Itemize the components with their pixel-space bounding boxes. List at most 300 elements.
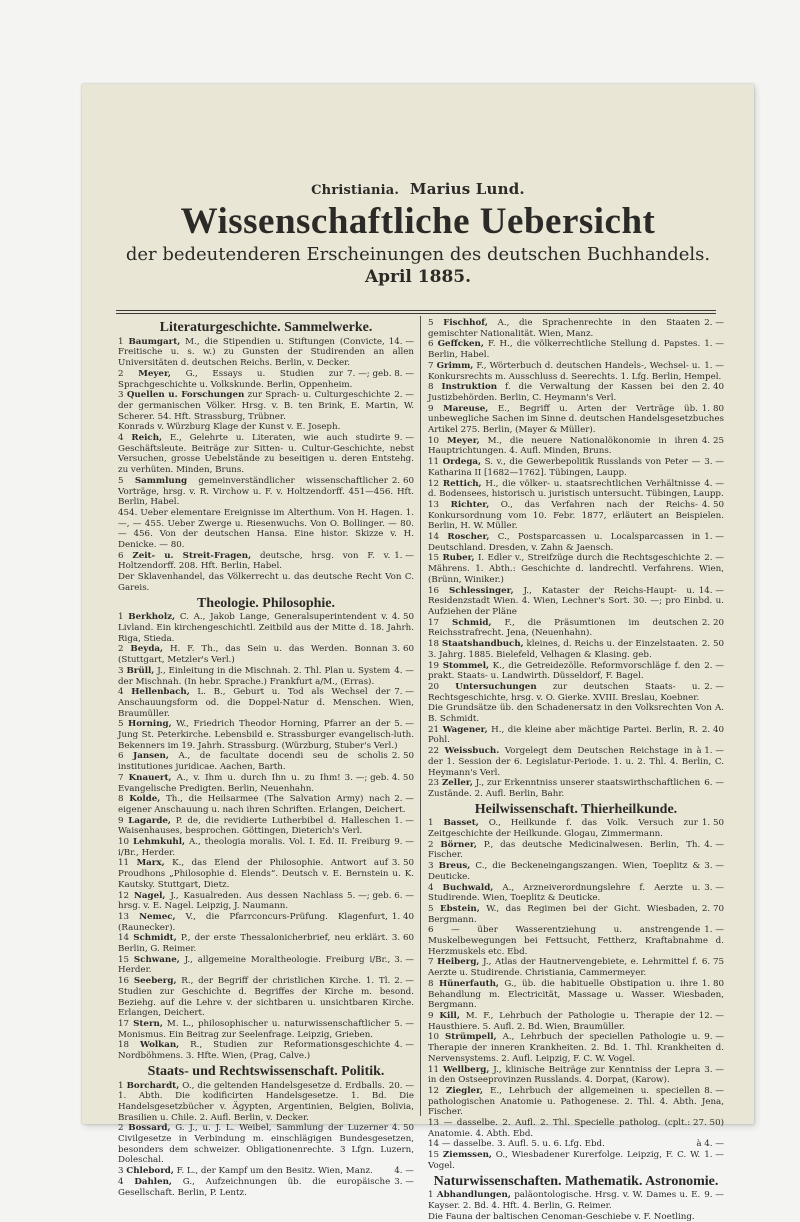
entry-price: 3. 60: [391, 933, 414, 944]
entry-text: kleines, d. Reichs u. der Einzelstaaten. 3. Jahrg. 1885. Bielefeld, Velhagen & Klasing. geb.: [428, 639, 698, 660]
entry-number: 19: [428, 660, 440, 671]
catalogue-entry: [118, 794, 414, 815]
entry-author: Rettich,: [442, 478, 482, 489]
entry-author: Brüll,: [126, 665, 155, 676]
section-title: Heilwissenschaft. Thierheilkunde.: [474, 801, 678, 817]
entry-text: zur Sprach- u. Culturgeschichte der germanischen Völker. Hrsg. v. B. ten Brink, E. Martin, W. Scherer. 54. Hft. Strassburg, Trübner.: [118, 390, 414, 422]
catalogue-entry: [118, 976, 414, 1019]
entry-price: 9. —: [394, 433, 414, 444]
entry-number: 18: [118, 1040, 130, 1051]
entry-text: J., Einleitung in die Mischnah. 2. Thl. Plan u. System der Mischnah. (In hebr. Sprache.) Frankfurt a/M., (Erras).: [118, 665, 391, 687]
entry-text: C. A., Jakob Lange, Generalsuperintendent v. Livland. Ein kirchengeschichtl. Zeitbild aus der Mitte d. 18. Jahrh. Riga, Stieda.: [118, 612, 414, 644]
catalogue-entry: [118, 476, 414, 508]
entry-text: C., die Beckeneingangszangen. Wien, Toeplitz & Deuticke.: [428, 861, 701, 882]
entry-text: f. die Verwaltung der Kassen bei den Justizbehörden. Berlin, C. Heymann's Verl.: [428, 382, 698, 403]
catalogue-entry: [118, 390, 414, 422]
catalogue-entry: [428, 639, 724, 660]
entry-price: à 1. —: [696, 746, 724, 757]
entry-number: 13: [428, 499, 440, 510]
entry-author: Ordega,: [442, 457, 482, 468]
entry-text: G., Aufzeichnungen üb. die europäische Gesellschaft. Berlin, P. Lentz.: [118, 1176, 391, 1198]
entry-price: 2. 40: [701, 724, 724, 735]
entry-text: A., die Sprachenrechte in den Staaten gemischter Nationalität. Wien, Manz.: [428, 318, 701, 339]
catalogue-entry: [428, 1086, 724, 1118]
entry-author: Lagarde,: [128, 815, 171, 826]
entry-number: 9: [118, 815, 124, 826]
entry-text: P., das deutsche Medicinalwesen. Berlin, Th. Fischer.: [428, 839, 701, 861]
entry-price: 1. —: [704, 925, 724, 936]
entry-text: gemeinverständlicher wissenschaftlicher Vorträge, hrsg. v. R. Virchow u. F. v. Holtzendorff. 451—456. Hft. Berlin, Habel.: [118, 475, 414, 508]
entry-price: 3. —: [394, 954, 414, 965]
entry-price: 4. 50: [701, 499, 724, 510]
catalogue-entry: [118, 687, 414, 719]
entry-number: 10: [428, 435, 440, 446]
entry-author: Marx,: [136, 858, 165, 869]
entry-text: P. de, die revidierte Lutherbibel d. Halleschen Waisenhauses, besprochen. Göttingen, Dieterich's Verl.: [118, 815, 391, 837]
catalogue-entry: [118, 1040, 414, 1061]
entry-author: Borchardt,: [126, 1080, 180, 1091]
entry-author: Ebstein,: [440, 903, 480, 914]
entry-text: M., die Stipendien u. Stiftungen (Convicte, Freitische u. s. w.) zu Gunsten der Studirenden an allen Universitäten d. deutschen Reichs. Berlin, v. Decker.: [118, 336, 414, 369]
page-header: [82, 180, 754, 287]
entry-number: 5: [428, 903, 434, 914]
entry-author: Buchwald,: [442, 882, 494, 893]
catalogue-entry: [428, 1011, 724, 1032]
catalogue-entry: [428, 904, 724, 925]
catalogue-entry: [118, 666, 414, 687]
entry-text: I. Edler v., Streifzüge durch die Rechtsgeschichte Mährens. 1. Abth.: Geschichte d. landrechtl. Verfahrens. Wien, (Brünn, Winiker.): [428, 553, 724, 585]
catalogue-entry: [118, 572, 414, 593]
page-subtitle: der bedeutenderen Erscheinungen des deutschen Buchhandels.: [125, 244, 711, 265]
left-column: [118, 318, 414, 1198]
entry-text: A., de facultate docendi seu de scholis institutiones juridicae. Aachen, Barth.: [118, 751, 388, 773]
entry-price: 2. 20: [701, 617, 724, 628]
entry-text: G., Essays u. Studien zur Sprachgeschichte u. Volkskunde. Berlin, Oppenheim.: [118, 368, 353, 390]
entry-price: 1. —: [704, 360, 724, 371]
entry-price: 6. —: [704, 778, 724, 789]
catalogue-entry: [118, 719, 414, 751]
entry-text: Die Grundsätze üb. den Schadenersatz in den Volksrechten Von A. B. Schmidt.: [428, 703, 724, 725]
entry-author: Knauert,: [128, 772, 172, 783]
entry-price: 1. 40: [391, 911, 414, 922]
entry-author: Basset,: [443, 818, 479, 829]
catalogue-entry: [428, 883, 724, 904]
catalogue-entry: [428, 840, 724, 861]
entry-text: 454. Ueber elementare Ereignisse im Alterthum. Von H. Hagen. 1. —, — 455. Ueber Zwerge u. Riesenwuchs. Von O. Bollinger. — 80. — 456. Von der deutschen Hansa. Eine histor. Skizze v. H. Denicke. — 80.: [118, 507, 414, 551]
catalogue-entry: [118, 422, 414, 433]
entry-text: W., Friedrich Theodor Horning, Pfarrer an der Jung St. Peterkirche. Lebensbild e. Strassburger evangelisch-luth. Bekenners im 19. Jahrh. Strassburg. (Würzburg, Stuber's Verl.): [118, 719, 414, 751]
entry-text: J., zur Erkenntniss unserer staatswirthschaftlichen Zustände. 2. Aufl. Berlin, Bahr.: [428, 778, 701, 799]
entry-author: Quellen u. Forschungen: [126, 390, 245, 401]
entry-author: Untersuchungen: [455, 681, 537, 692]
catalogue-entry: [428, 979, 724, 1011]
catalogue-entry: [118, 891, 414, 912]
entry-price: 3. —: [704, 1064, 724, 1075]
entry-price: 3. —: [704, 882, 724, 893]
entry-price: 7. —; geb. 8. —: [347, 368, 414, 379]
header-rule-top: [116, 310, 716, 311]
entry-author: Instruktion: [441, 382, 498, 393]
entry-price: 4. 50: [391, 612, 414, 623]
catalogue-entry: [428, 457, 724, 478]
entry-price: 9. —: [704, 1190, 724, 1201]
catalogue-page: [82, 84, 754, 1222]
entry-number: 15: [428, 553, 440, 564]
entry-number: 11: [428, 1064, 440, 1075]
catalogue-entry: [118, 773, 414, 794]
entry-price: 2. —: [704, 553, 724, 564]
entry-text: M. L., philosophischer u. naturwissenschaftlicher Monismus. Ein Beitrag zur Seelenfrage. Leipzig, Grieben.: [118, 1019, 391, 1040]
catalogue-entry: [428, 1212, 724, 1222]
catalogue-entry: [118, 337, 414, 369]
entry-text: zur deutschen Staats- u. Rechtsgeschichte, hrsg. v. O. Gierke. XVIII. Breslau, Koebner.: [428, 681, 701, 703]
entry-price: 3. —: [394, 1176, 414, 1187]
entry-text: G. J., u. J. L. Weibel, Sammlung der Luzerner Civilgesetze in Verbindung m. einschlägigen Bundesgesetzen, besonders dem schweizer. Obligationenrechte. 3 Lfgn. Luzern, Doleschal.: [118, 1123, 414, 1166]
entry-text: A., theologia moralis. Vol. I. Ed. II. Freiburg i/Br., Herder.: [118, 837, 391, 858]
entry-author: Börner,: [440, 839, 477, 850]
entry-text: M., die neuere Nationalökonomie in ihren Hauptrichtungen. 4. Aufl. Minden, Bruns.: [428, 435, 698, 457]
entry-price: 3. —: [704, 457, 724, 468]
entry-price: 3. —: [704, 861, 724, 872]
entry-author: Stommel,: [442, 660, 490, 671]
catalogue-entry: [428, 925, 724, 957]
catalogue-entry: [118, 837, 414, 858]
entry-price: 7. —: [394, 687, 414, 698]
entry-price: 1. —: [704, 339, 724, 350]
entry-text: O., Wiesbadener Kurerfolge. Leipzig, F. C. W. Vogel.: [428, 1150, 701, 1171]
entry-price: 1. —: [704, 1150, 724, 1161]
entry-number: 6: [118, 751, 124, 762]
section-title: Naturwissenschaften. Mathematik. Astronomie.: [433, 1173, 719, 1189]
entry-price: 14. —: [698, 585, 724, 596]
catalogue-entry: [428, 1032, 724, 1064]
entry-number: 3: [118, 1166, 124, 1177]
entry-author: Kolde,: [129, 794, 161, 805]
entry-price: 1. 50: [701, 818, 724, 829]
entry-number: 20: [428, 681, 440, 692]
entry-text: — dasselbe. 3. Aufl. 5. u. 6. Lfg. Ebd.: [441, 1139, 605, 1150]
entry-number: 3: [118, 665, 124, 676]
entry-price: 4. —: [704, 478, 724, 489]
entry-price: 4. 25: [701, 435, 724, 446]
entry-number: 8: [118, 794, 124, 805]
entry-text: R., der Begriff der christlichen Kirche. 1. Tl. Studien zur Geschichte d. Begriffes der Kirche m. besond. Beziehg. auf die Lehre v. der sichtbaren u. unsichtbaren Kirche. Erlangen, Deichert.: [118, 976, 414, 1019]
entry-author: Weissbuch.: [444, 746, 500, 757]
entry-text: R., Studien zur Reformationsgeschichte Nordböhmens. 3. Hfte. Wien, (Prag, Calve.): [118, 1040, 391, 1062]
catalogue-entry: [118, 551, 414, 572]
entry-author: Stern,: [133, 1019, 163, 1029]
page-title: Wissenschaftliche Uebersicht: [180, 201, 656, 242]
entry-author: Horning,: [128, 719, 172, 730]
entry-number: 12: [428, 478, 440, 489]
catalogue-entry: [118, 816, 414, 837]
entry-price: 9. —: [394, 837, 414, 848]
entry-author: Grimm,: [436, 360, 474, 371]
entry-text: W., das Regimen bei der Gicht. Wiesbaden, Bergmann.: [428, 903, 698, 925]
catalogue-entry: [118, 1019, 414, 1040]
entry-text: K., die Getreidezölle. Reformvorschläge f. den prakt. Staats- u. Landwirth. Düsseldorf, F. Bagel.: [428, 660, 701, 682]
entry-author: Schwane,: [133, 954, 180, 965]
entry-author: Bossard,: [128, 1123, 171, 1134]
entry-number: 22: [428, 746, 440, 757]
entry-price: 5. —: [394, 1019, 414, 1029]
entry-text: paläontologische. Hrsg. v. W. Dames u. E. Kayser. 2. Bd. 4. Hft. 4. Berlin, G. Reimer.: [428, 1190, 701, 1211]
entry-author: Meyer,: [446, 435, 480, 446]
entry-number: 14: [428, 1139, 440, 1150]
catalogue-entry: [428, 586, 724, 618]
catalogue-entry: [118, 433, 414, 476]
entry-number: 1: [118, 336, 124, 347]
entry-text: J., klinische Beiträge zur Kenntniss der Lepra in den Ostseeprovinzen Russlands. 4. Dorpat, (Karow).: [428, 1064, 701, 1086]
catalogue-entry: [428, 1065, 724, 1086]
entry-text: C., Postsparcassen u. Localsparcassen in Deutschland. Dresden, v. Zahn & Jaensch.: [428, 532, 701, 553]
entry-number: 23: [428, 778, 440, 789]
entry-number: 11: [118, 858, 130, 869]
catalogue-entry: [428, 746, 724, 778]
entry-text: Die Fauna der baltischen Cenoman-Geschiebe v. F. Noetling.: [428, 1211, 695, 1222]
entry-price: 2. —: [704, 681, 724, 692]
catalogue-entry: [428, 682, 724, 703]
entry-text: S. v., die Gewerbepolitik Russlands von Peter — Katharina II [1682—1762]. Tübingen, Laupp.: [428, 457, 701, 478]
catalogue-entry: [428, 957, 724, 978]
catalogue-entry: [428, 382, 724, 403]
catalogue-entry: [428, 1118, 724, 1139]
entry-text: G., üb. die habituelle Obstipation u. ihre Behandlung m. Electricität, Massage u. Wasser. Wiesbaden, Bergmann.: [428, 978, 724, 1011]
entry-author: Fischhof,: [443, 318, 488, 328]
entry-price: 1. —: [394, 550, 414, 561]
entry-author: Schmid,: [452, 617, 492, 628]
catalogue-entry: [428, 861, 724, 882]
entry-text: V., die Pfarrconcurs-Prüfung. Klagenfurt, (Raunecker).: [118, 911, 388, 933]
catalogue-entry: [118, 369, 414, 390]
entry-number: 10: [428, 1032, 440, 1043]
catalogue-entry: [118, 751, 414, 772]
section-title: Staats- und Rechtswissenschaft. Politik.: [147, 1063, 385, 1079]
entry-price: 20. —: [388, 1080, 414, 1091]
right-column: [428, 318, 724, 1222]
entry-price: (cplt.: 27. 50): [664, 1118, 724, 1129]
entry-text: M. F., Lehrbuch der Pathologie u. Therapie der Hausthiere. 5. Aufl. 2. Bd. Wien, Braumüller.: [428, 1011, 695, 1032]
header-rule-bottom: [116, 313, 716, 314]
entry-text: J., Kataster der Reichs-Haupt- u. Residenzstadt Wien. 4. Wien, Lechner's Sort. 30. —; pro Einbd. u. Aufziehen der Pläne: [428, 585, 724, 617]
entry-price: 2. 60: [391, 475, 414, 486]
entry-author: Roscher,: [447, 532, 490, 543]
entry-text: O., Heilkunde f. das Volk. Versuch zur Zeitgeschichte der Heilkunde. Glogau, Zimmermann.: [428, 818, 698, 840]
entry-number: 12: [118, 890, 130, 901]
catalogue-entry: [428, 703, 724, 724]
entry-number: 4: [118, 1176, 124, 1187]
section-title: Theologie. Philosophie.: [196, 595, 336, 611]
entry-author: Jansen,: [133, 751, 169, 762]
catalogue-entry: [118, 1166, 414, 1177]
entry-text: E., Gelehrte u. Literaten, wie auch studirte Geschäftsleute. Beiträge zur Sitten- u. Cultur-Geschichte, nebst Versuchen, grosse Uebelstände zu beseitigen u. deren Entstehg. zu verhüten. Minden, Bruns.: [118, 433, 414, 476]
entry-author: Wellberg,: [442, 1064, 490, 1075]
issue-date: April 1885.: [364, 267, 472, 287]
entry-number: 6: [118, 550, 124, 561]
catalogue-entry: [118, 912, 414, 933]
entry-author: Schmidt,: [133, 933, 177, 944]
entry-price: 12. —: [698, 1011, 724, 1021]
catalogue-entry: [428, 532, 724, 553]
entry-number: 17: [428, 617, 440, 628]
catalogue-entry: [428, 318, 724, 339]
catalogue-entry: [118, 858, 414, 890]
entry-author: Zeit- u. Streit-Fragen,: [132, 550, 252, 561]
catalogue-entry: [118, 1081, 414, 1124]
catalogue-entry: [118, 933, 414, 954]
entry-author: Nemec,: [139, 911, 176, 922]
entry-text: H. F. Th., das Sein u. das Werden. Bonnan (Stuttgart, Metzler's Verl.): [118, 644, 388, 666]
entry-author: Strümpell,: [445, 1032, 497, 1043]
entry-price: 1. 80: [701, 978, 724, 989]
entry-number: 9: [428, 1011, 434, 1021]
entry-author: Ruber,: [442, 553, 475, 564]
entry-text: J., allgemeine Moraltheologie. Freiburg i/Br., Herder.: [118, 954, 391, 976]
entry-author: Zeller,: [441, 778, 473, 789]
entry-number: 5: [428, 318, 434, 328]
publisher-city: Christiania.: [311, 183, 400, 198]
entry-number: 10: [118, 837, 130, 848]
entry-price: 1. —: [704, 532, 724, 543]
entry-number: 15: [118, 954, 130, 965]
catalogue-entry: [428, 1139, 724, 1150]
entry-price: 1. 80: [701, 403, 724, 414]
entry-author: Breus,: [438, 861, 471, 872]
entry-number: 17: [118, 1019, 130, 1029]
entry-author: Wagener,: [442, 724, 488, 735]
entry-number: 13: [118, 911, 130, 922]
entry-price: 4. 50: [391, 1123, 414, 1134]
entry-number: 1: [428, 1190, 434, 1201]
entry-author: Hünerfauth,: [438, 978, 499, 989]
entry-author: Richter,: [450, 499, 490, 510]
entry-author: Heiberg,: [437, 957, 480, 968]
entry-number: 4: [428, 882, 434, 893]
entry-author: Hellenbach,: [131, 687, 190, 698]
catalogue-entry: [428, 818, 724, 839]
entry-number: 13: [428, 1118, 440, 1129]
entry-number: 4: [118, 433, 124, 444]
entry-price: 9. —: [704, 1032, 724, 1043]
entry-price: 2. 50: [701, 639, 724, 650]
entry-author: Meyer,: [138, 368, 171, 379]
entry-author: Schlessinger,: [448, 585, 514, 596]
entry-text: A., Arzneiverordnungslehre f. Aerzte u. Studirende. Wien, Toeplitz & Deuticke.: [428, 882, 701, 904]
entry-number: 2: [118, 1123, 124, 1134]
entry-text: Der Sklavenhandel, das Völkerrecht u. das deutsche Recht Von C. Gareis.: [118, 572, 414, 593]
entry-number: 4: [118, 687, 124, 698]
catalogue-entry: [428, 553, 724, 585]
entry-text: L. B., Geburt u. Tod als Wechsel der Anschauungsform od. die Doppel-Natur d. Menschen. Wien, Braumüller.: [118, 687, 414, 719]
entry-number: 16: [428, 585, 440, 596]
catalogue-entry: [118, 644, 414, 665]
entry-number: 15: [428, 1150, 440, 1161]
catalogue-entry: [428, 778, 724, 799]
entry-author: Baumgart,: [128, 336, 181, 347]
catalogue-entry: [428, 436, 724, 457]
entry-number: 18: [428, 639, 440, 650]
entry-text: — dasselbe. 2. Aufl. 2. Thl. Specielle patholog. Anatomie. 4. Abth. Ebd.: [428, 1118, 661, 1139]
entry-text: O., das Verfahren nach der Reichs-Konkursordnung vom 10. Febr. 1877, erläutert an Beispielen. Berlin, H. W. Müller.: [428, 499, 724, 532]
entry-text: E., Lehrbuch der allgemeinen u. speciellen pathologischen Anatomie u. Pathogenese. 2. Thl. 4. Abth. Jena, Fischer.: [428, 1085, 724, 1118]
entry-text: E., Begriff u. Arten der Verträge üb. unbewegliche Sachen im Sinne d. deutschen Handelsgesetzbuches Artikel 275. Berlin, (Mayer & Müller).: [428, 403, 724, 436]
entry-author: Chlebord,: [126, 1166, 174, 1177]
entry-author: Lehmkuhl,: [132, 837, 186, 848]
entry-price: 4. —: [394, 665, 414, 676]
entry-number: 3: [118, 390, 124, 401]
entry-text: P., der erste Thessalonicherbrief, neu erklärt. Berlin, G. Reimer.: [118, 933, 388, 955]
entry-text: F., Wörterbuch d. deutschen Handels-, Wechsel- u. Konkursrechts m. Ausschluss d. Seerechts. 1. Lfg. Berlin, Hempel.: [428, 360, 722, 382]
entry-author: Ziemssen,: [442, 1150, 492, 1161]
catalogue-entry: [118, 1177, 414, 1198]
entry-author: Mareuse,: [443, 403, 489, 414]
entry-price: 2. —: [704, 660, 724, 671]
column-divider: [420, 316, 421, 1116]
entry-text: J., Kasualreden. Aus dessen Nachlass hrsg. v. E. Nagel. Leipzig, J. Naumann.: [118, 890, 344, 912]
entry-number: 1: [118, 1080, 124, 1091]
catalogue-entry: [118, 955, 414, 976]
catalogue-entry: [118, 508, 414, 551]
publisher-line: [82, 180, 754, 198]
entry-number: 8: [428, 978, 434, 989]
entry-price: 8. —: [704, 1085, 724, 1096]
entry-text: K., das Elend der Philosophie. Antwort auf Proudhons „Philosophie d. Elends“. Deutsch v. E. Bernstein u. K. Kautsky. Stuttgart, Dietz.: [118, 858, 414, 890]
section-title: Literaturgeschichte. Sammelwerke.: [159, 320, 373, 335]
entry-number: 6: [428, 339, 434, 350]
entry-text: H., die völker- u. staatsrechtlichen Verhältnisse d. Bodensees, historisch u. juristisch untersucht. Tübingen, Laupp.: [428, 478, 724, 500]
catalogue-entry: [428, 661, 724, 682]
entry-number: 2: [118, 368, 124, 379]
entry-price: 2. —: [394, 390, 414, 401]
entry-author: Abhandlungen,: [436, 1190, 511, 1201]
entry-price: 4. —: [704, 839, 724, 850]
entry-author: Kill,: [439, 1011, 460, 1021]
entry-text: F. H., die völkerrechtliche Stellung d. Papstes. Berlin, Habel.: [428, 339, 701, 361]
entry-number: 1: [428, 818, 434, 829]
entry-number: 5: [118, 475, 124, 486]
catalogue-entry: [428, 618, 724, 639]
entry-price: 2. 70: [701, 903, 724, 914]
entry-price: 3. —; geb. 4. 50: [344, 772, 414, 783]
entry-author: Dahlen,: [134, 1176, 172, 1187]
entry-author: Berkholz,: [128, 612, 176, 623]
entry-text: F., die Präsumtionen im deutschen Reichsstrafrecht. Jena, (Neuenhahn).: [428, 617, 698, 639]
entry-price: 5. —; geb. 6. —: [347, 890, 414, 901]
entry-text: H., die kleine aber mächtige Partei. Berlin, R. Pohl.: [428, 724, 698, 746]
entry-author: Staatshandbuch,: [441, 639, 524, 650]
entry-text: A., Lehrbuch der speciellen Pathologie u. Therapie der inneren Krankheiten. 2. Bd. 1. Thl. Krankheiten d. Nervensystems. 2. Aufl. Leipzig, F. C. W. Vogel.: [428, 1032, 724, 1064]
entry-price: 2. —: [394, 794, 414, 805]
entry-author: Seeberg,: [133, 976, 177, 987]
catalogue-entry: [428, 1190, 724, 1211]
entry-number: 7: [428, 360, 434, 371]
catalogue-entry: [428, 361, 724, 382]
entry-text: O., die geltenden Handelsgesetze d. Erdballs. 1. Abth. Die kodificirten Handelsgesetze. 1. Bd. Die Handelsgesetzbücher v. Ägypten, Argentinien, Belgien, Bolivia, Brasilien u. Chile. 2. Aufl. Berlin, v. Decker.: [118, 1080, 414, 1123]
entry-text: — über Wasserentziehung u. anstrengende Muskelbewegungen bei Fettsucht, Fettherz, Kraftabnahme d. Herzmuskels etc. Ebd.: [428, 925, 724, 957]
catalogue-entry: [428, 725, 724, 746]
entry-number: 14: [428, 532, 440, 543]
entry-number: 8: [428, 382, 434, 393]
entry-number: 11: [428, 457, 440, 468]
catalogue-entry: [118, 1123, 414, 1166]
entry-number: 9: [428, 403, 434, 414]
publisher-name: Marius Lund.: [409, 180, 525, 198]
entry-text: Vorgelegt dem Deutschen Reichstage in der 1. Session der 6. Legislatur-Periode. 1. u. 2. Thl. 4. Berlin, C. Heymann's Verl.: [428, 746, 724, 778]
entry-price: 6. 75: [701, 957, 724, 968]
entry-price: 2. 40: [701, 382, 724, 393]
catalogue-entry: [428, 404, 724, 436]
entry-number: 12: [428, 1085, 440, 1096]
